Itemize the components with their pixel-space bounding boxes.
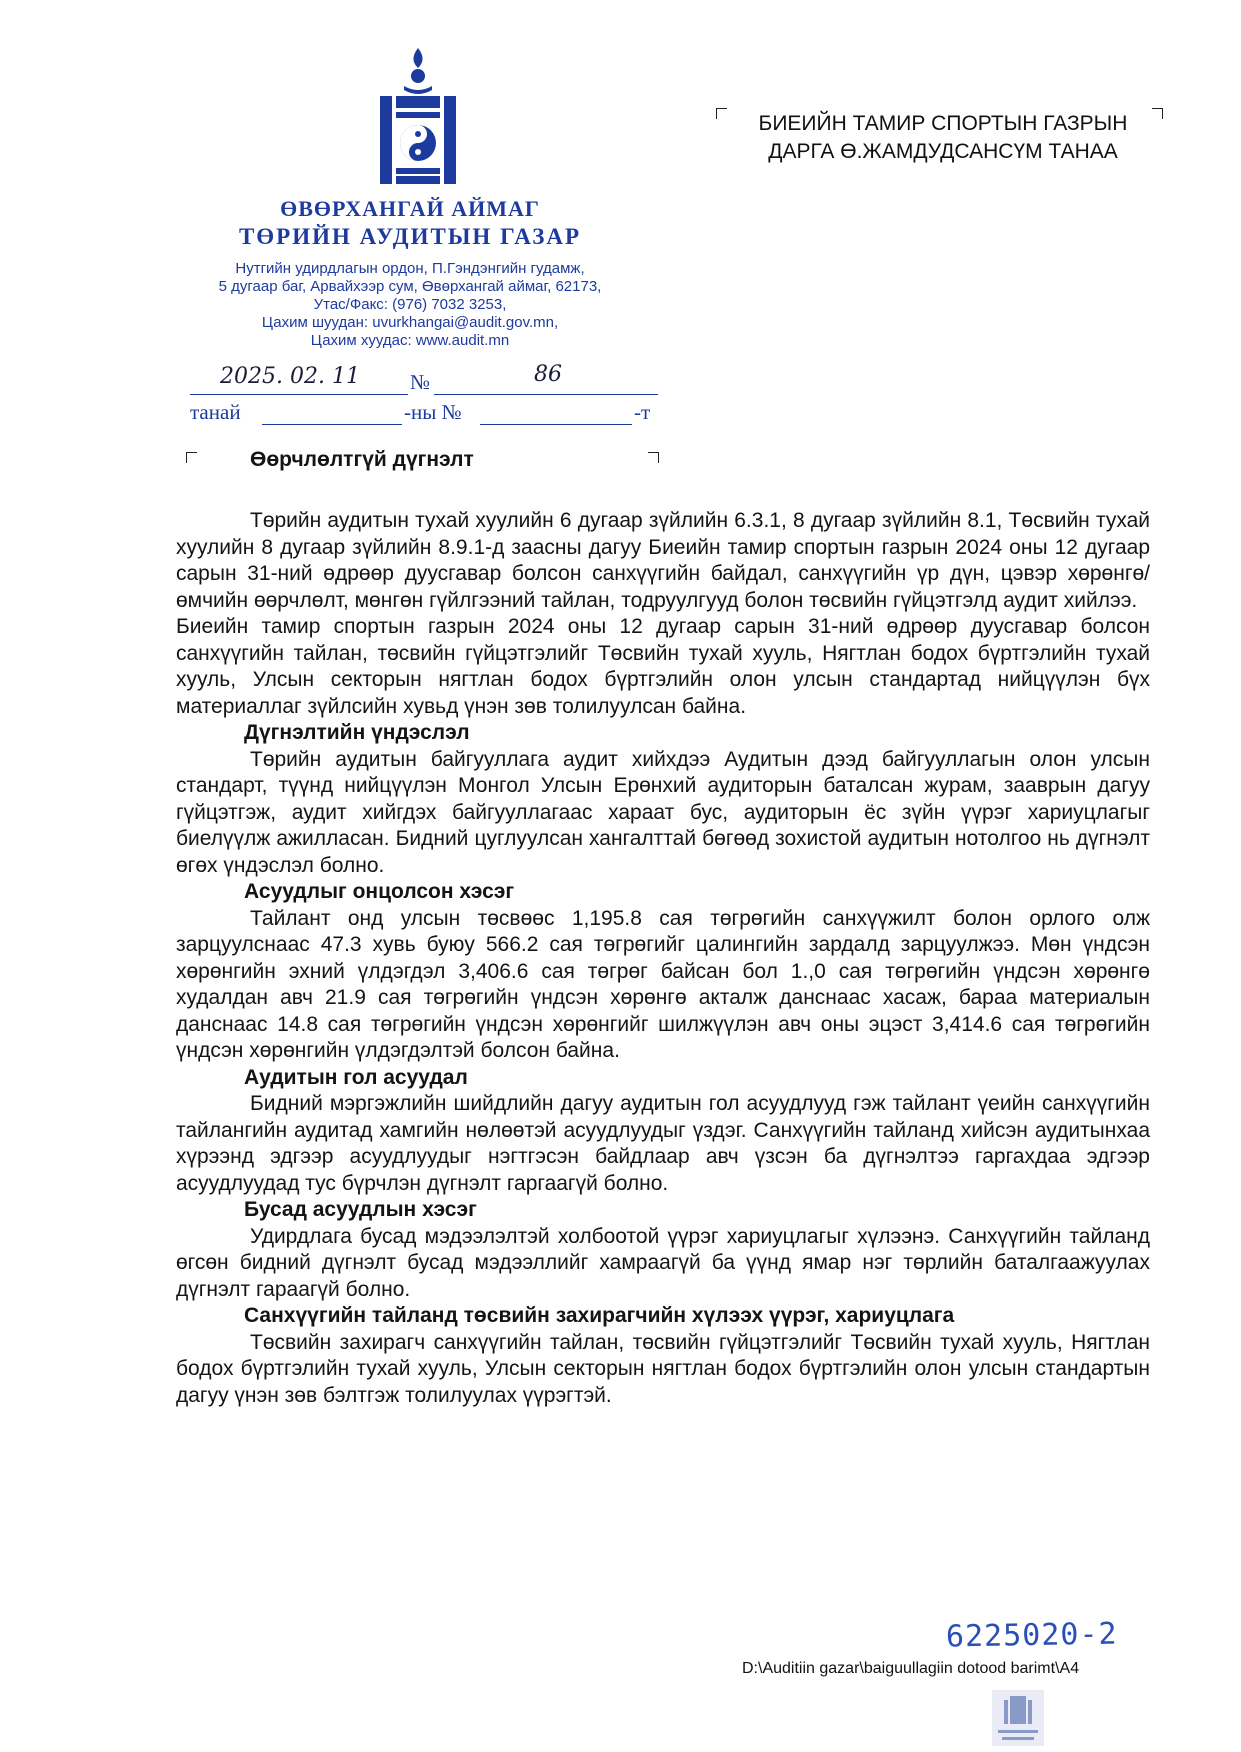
section-heading: Асуудлыг онцолсон хэсэг — [244, 880, 515, 903]
paragraph: Төрийн аудитын байгууллага аудит хийхдээ Аудитын дээд байгууллагын олон улсын стандарт, түүнд нийцүүлэн Монгол Улсын Ерөнхий аудиторын баталсан журам, зааврын дагуу гүйцэтгэж, аудит хийгдэх байгууллагаас хараат бус, аудиторын ёс зүйн үүрэг хариуцлагыг биелүүлж ажилласан. Бидний цуглуулсан хангалттай бөгөөд зохистой аудитын нотолгоо нь дүгнэлт өгөх үндэслэл болно. — [176, 747, 1150, 877]
file-path: D:\Auditiin gazar\baiguullagiin dotood barimt\A4 — [742, 1660, 1080, 1677]
reply-suffix: -т — [634, 400, 651, 424]
paragraph: Биеийн тамир спортын газрын 2024 оны 12 дугаар сарын 31-ний өдрөөр дуусгавар болсон санхүүгийн тайлан, төсвийн гүйцэтгэлийг Төсвийн тухай хууль, Нягтлан бодох бүртгэлийн тухай хууль, Улсын секторын нягтлан бодох бүртгэлийн олон улсын стандартад нийцүүлэн бүх материаллаг зүйлсийн хувьд үнэн зөв толилуулсан байна. — [176, 615, 1150, 718]
addressee — [718, 110, 1168, 166]
reply-date-field — [262, 400, 402, 425]
corner-bracket — [186, 452, 197, 463]
paragraph: Удирдлага бусад мэдээлэлтэй холбоотой үүрэг хариуцлагыг хүлээнэ. Санхүүгийн тайланд өгсөн бидний дүгнэлт бусад мэдээллийг хамраагүй ба үүнд ямар нэг төрлийн баталгаажуулах дүгнэлт гараагүй болно. — [176, 1224, 1150, 1301]
number-value: 86 — [534, 362, 562, 387]
number-field — [434, 362, 658, 395]
document-stamp-number: 6225020-2 — [945, 1616, 1118, 1655]
reply-number-field — [480, 400, 632, 425]
org-name: ТӨРИЙН АУДИТЫН ГАЗАР — [238, 224, 582, 249]
section-heading: Бусад асуудлын хэсэг — [244, 1198, 477, 1221]
date-field — [190, 366, 408, 395]
section-heading: Дүгнэлтийн үндэслэл — [244, 721, 470, 744]
government-logo-icon — [992, 1690, 1044, 1746]
website-line: Цахим хуудас: www.audit.mn — [310, 332, 510, 349]
section-heading: Аудитын гол асуудал — [244, 1065, 468, 1089]
paragraph: Төсвийн захирагч санхүүгийн тайлан, төсвийн гүйцэтгэлийг Төсвийн тухай хууль, Нягтлан бодох бүртгэлийн тухай хууль, Улсын секторын нягтлан бодох бүртгэлийн олон улсын стандартын дагуу үнэн зөв бэлтгэж толилуулах үүрэгтэй. — [176, 1330, 1150, 1407]
email-line: Цахим шуудан: uvurkhangai@audit.gov.mn, — [261, 314, 559, 331]
section-heading: Санхүүгийн тайланд төсвийн захирагчийн хүлээх үүрэг, хариуцлага — [244, 1304, 955, 1327]
addressee-line1: БИЕИЙН ТАМИР СПОРТЫН ГАЗРЫН — [758, 112, 1128, 135]
subject-title: Өөрчлөлтгүй дүгнэлт — [250, 448, 474, 471]
soyombo-emblem-icon — [378, 46, 458, 186]
phone-fax: Утас/Факс: (976) 7032 3253, — [313, 296, 507, 313]
corner-bracket — [648, 452, 659, 463]
address-line: 5 дугаар баг, Арвайхээр сум, Өвөрхангай аймаг, 62173, — [218, 278, 602, 295]
org-aimag: ӨВӨРХАНГАЙ АЙМАГ — [280, 196, 540, 221]
paragraph: Тайлант онд улсын төсвөөс 1,195.8 сая төгрөгийн санхүүжилт болон орлого олж зарцуулснаас 47.3 хувь буюу 566.2 сая төгрөгийг цалингийн зардалд зарцуулжээ. Мөн үндсэн хөрөнгийн эхний үлдэгдэл 3,406.6 сая төгрөг байсан бол 1.,0 сая төгрөгийн үндсэн хөрөнгө худалдан авч 21.9 сая төгрөгийн үндсэн хөрөнгө акталж данснаас хасаж, бараа материалын данснаас 14.8 сая төгрөгийн үндсэн хөрөнгийг шилжүүлэн авч оны эцэст 3,414.6 сая төгрөгийн үндсэн хөрөнгийн үлдэгдэлтэй болсон байна. — [176, 906, 1150, 1062]
paragraph: Бидний мэргэжлийн шийдлийн дагуу аудитын гол асуудлууд гэж тайлант үеийн санхүүгийн тайлангийн аудитад хамгийн нөлөөтэй асуудлуудыг үздэг. Санхүүгийн тайланд хийсэн аудитынхаа хүрээнд эдгээр асуудлуудыг нэгтгэсэн байдлаар авч үзсэн ба дүгнэлтээ гаргахдаа эдгээр асуудлуудад тус бүрчлэн дүгнэлт гаргаагүй болно. — [176, 1092, 1150, 1195]
number-label: № — [410, 370, 431, 394]
addressee-line2: ДАРГА Ө.ЖАМДУДСАНСҮМ ТАНАА — [768, 140, 1118, 163]
reply-prefix: танай — [190, 400, 241, 424]
letter-body — [176, 508, 1150, 1409]
paragraph: Төрийн аудитын тухай хуулийн 6 дугаар зүйлийн 6.3.1, 8 дугаар зүйлийн 8.1, Төсвийн тухай хуулийн 8 дугаар зүйлийн 8.9.1-д заасны дагуу Биеийн тамир спортын газрын 2024 оны 12 дугаар сарын 31-ний өдрөөр дуусгавар болсон санхүүгийн байдал, санхүүгийн үр дүн, цэвэр хөрөнгө/өмчийн өөрчлөлт, мөнгөн гүйлгээний тайлан, тодруулгууд болон төсвийн гүйцэтгэлд аудит хийлээ. — [176, 509, 1150, 612]
reply-mid: -ны № — [404, 400, 462, 424]
date-value: 2025. 02. 11 — [220, 364, 360, 389]
address-line: Нутгийн удирдлагын ордон, П.Гэндэнгийн гудамж, — [235, 260, 585, 277]
